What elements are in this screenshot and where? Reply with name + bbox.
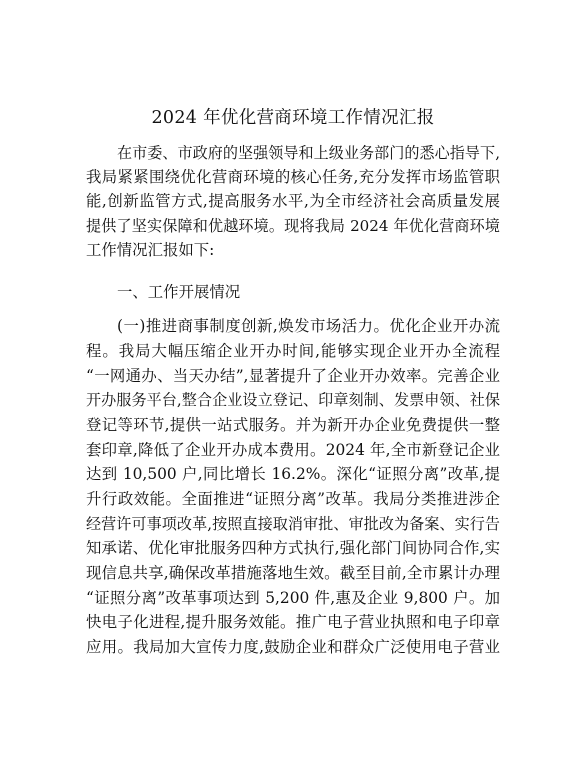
- intro-line: 提供了坚实保障和优越环境。现将我局 2024 年优化营商环境: [86, 217, 500, 235]
- intro-line: 工作情况汇报如下:: [86, 241, 215, 259]
- body-line: 程。我局大幅压缩企业开办时间,能够实现企业开办全流程: [86, 342, 500, 360]
- body-line: 经营许可事项改革,按照直接取消审批、审批改为备案、实行告: [86, 515, 500, 533]
- intro-line: 能,创新监管方式,提高服务水平,为全市经济社会高质量发展: [86, 192, 500, 210]
- intro-line: 在市委、市政府的坚强领导和上级业务部门的悉心指导下,: [117, 144, 500, 162]
- body-line: 升行政效能。全面推进“证照分离”改革。我局分类推进涉企: [86, 490, 500, 508]
- document-title: 2024 年优化营商环境工作情况汇报: [151, 108, 435, 128]
- body-line: 套印章,降低了企业开办成本费用。2024 年,全市新登记企业: [86, 441, 500, 459]
- body-line: “一网通办、当天办结”,显著提升了企业开办效率。完善企业: [86, 367, 500, 385]
- body-line: 登记等环节,提供一站式服务。并为新开办企业免费提供一整: [86, 416, 500, 434]
- body-line: 现信息共享,确保改革措施落地生效。截至目前,全市累计办理: [86, 564, 500, 582]
- body-line: 应用。我局加大宣传力度,鼓励企业和群众广泛使用电子营业: [86, 638, 500, 656]
- body-line: “证照分离”改革事项达到 5,200 件,惠及企业 9,800 户。加: [86, 589, 500, 607]
- body-line: 达到 10,500 户,同比增长 16.2%。深化“证照分离”改革,提: [86, 465, 500, 483]
- intro-line: 我局紧紧围绕优化营商环境的核心任务,充分发挥市场监管职: [86, 168, 500, 186]
- section-heading: 一、工作开展情况: [117, 283, 241, 301]
- body-line: 知承诺、优化审批服务四种方式执行,强化部门间协同合作,实: [86, 539, 500, 557]
- body-line: 开办服务平台,整合企业设立登记、印章刻制、发票申领、社保: [86, 391, 500, 409]
- body-line: (一)推进商事制度创新,焕发市场活力。优化企业开办流: [117, 317, 500, 335]
- body-line: 快电子化进程,提升服务效能。推广电子营业执照和电子印章: [86, 613, 500, 631]
